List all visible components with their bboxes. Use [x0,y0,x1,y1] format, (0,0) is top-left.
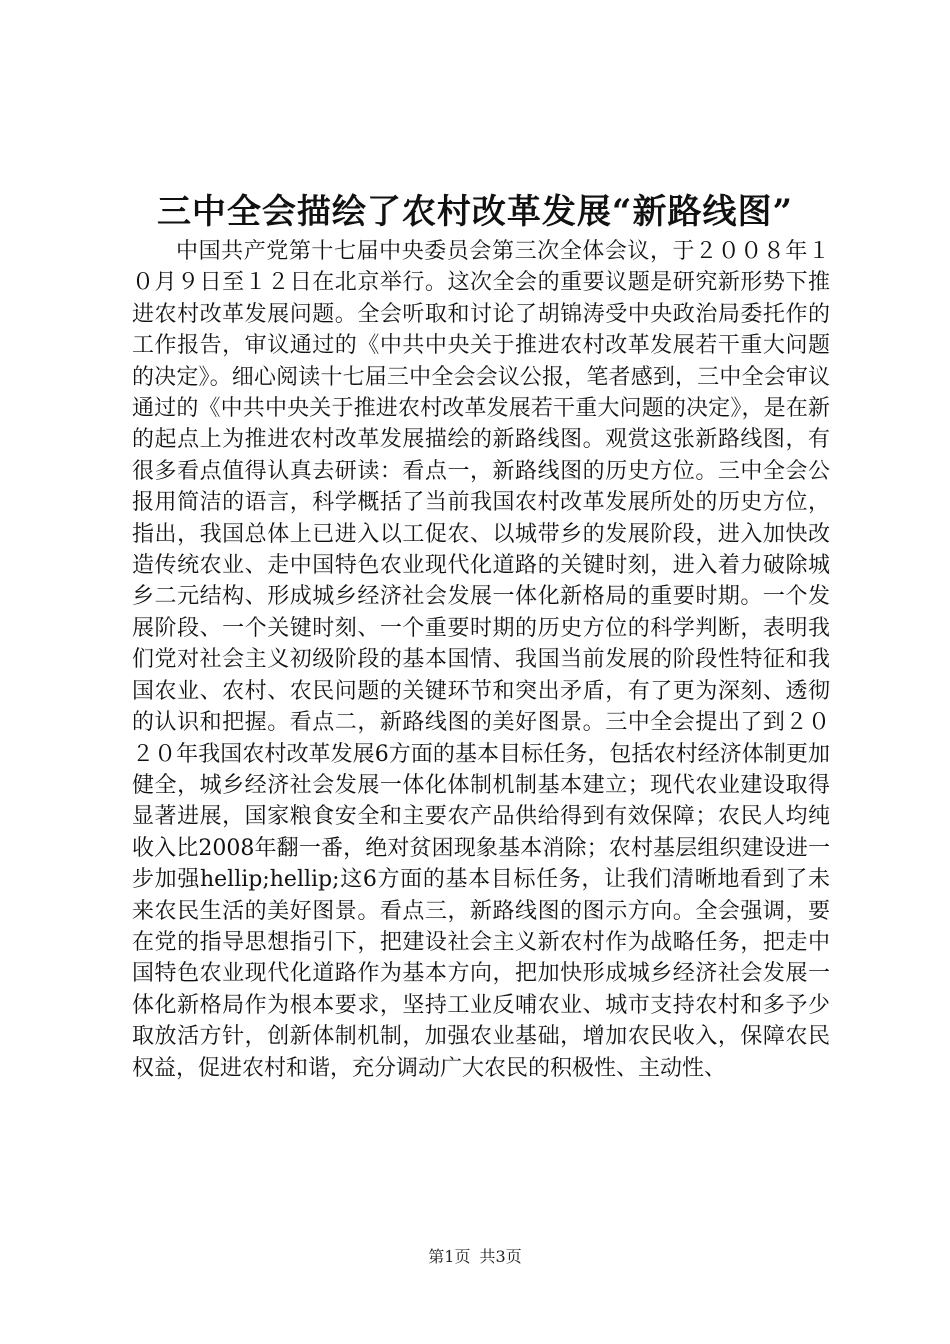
document-title: 三中全会描绘了农村改革发展“新路线图” [156,192,794,232]
page-total: 共3页 [479,1247,522,1266]
page-footer [0,1244,950,1267]
page-number: 第1页 [428,1247,471,1266]
document-body: 中国共产党第十七届中央委员会第三次全体会议，于２００８年１０月９日至１２日在北京举行。这次全会的重要议题是研究新形势下推进农村改革发展问题。全会听取和讨论了胡锦涛受中央政治局委托作的工作报告，审议通过的《中共中央关于推进农村改革发展若干重大问题的决定》。细心阅读十七届三中全会会议公报，笔者感到，三中全会审议通过的《中共中央关于推进农村改革发展若干重大问题的决定》，是在新的起点上为推进农村改革发展描绘的新路线图。观赏这张新路线图，有很多看点值得认真去研读：看点一，新路线图的历史方位。三中全会公报用简洁的语言，科学概括了当前我国农村改革发展所处的历史方位，指出，我国总体上已进入以工促农、以城带乡的发展阶段，进入加快改造传统农业、走中国特色农业现代化道路的关键时刻，进入着力破除城乡二元结构、形成城乡经济社会发展一体化新格局的重要时期。一个发展阶段、一个关键时刻、一个重要时期的历史方位的科学判断，表明我们党对社会主义初级阶段的基本国情、我国当前发展的阶段性特征和我国农业、农村、农民问题的关键环节和突出矛盾，有了更为深刻、透彻的认识和把握。看点二，新路线图的美好图景。三中全会提出了到２０２０年我国农村改革发展6方面的基本目标任务，包括农村经济体制更加健全，城乡经济社会发展一体化体制机制基本建立；现代农业建设取得显著进展，国家粮食安全和主要农产品供给得到有效保障；农民人均纯收入比2008年翻一番，绝对贫困现象基本消除；农村基层组织建设进一步加强hellip;hellip;这6方面的基本目标任务，让我们清晰地看到了未来农民生活的美好图景。看点三，新路线图的图示方向。全会强调，要在党的指导思想指引下，把建设社会主义新农村作为战略任务，把走中国特色农业现代化道路作为基本方向，把加快形成城乡经济社会发展一体化新格局作为根本要求，坚持工业反哺农业、城市支持农村和多予少取放活方针，创新体制机制，加强农业基础，增加农民收入，保障农民权益，促进农村和谐，充分调动广大农民的积极性、主动性、 [132,239,830,1081]
